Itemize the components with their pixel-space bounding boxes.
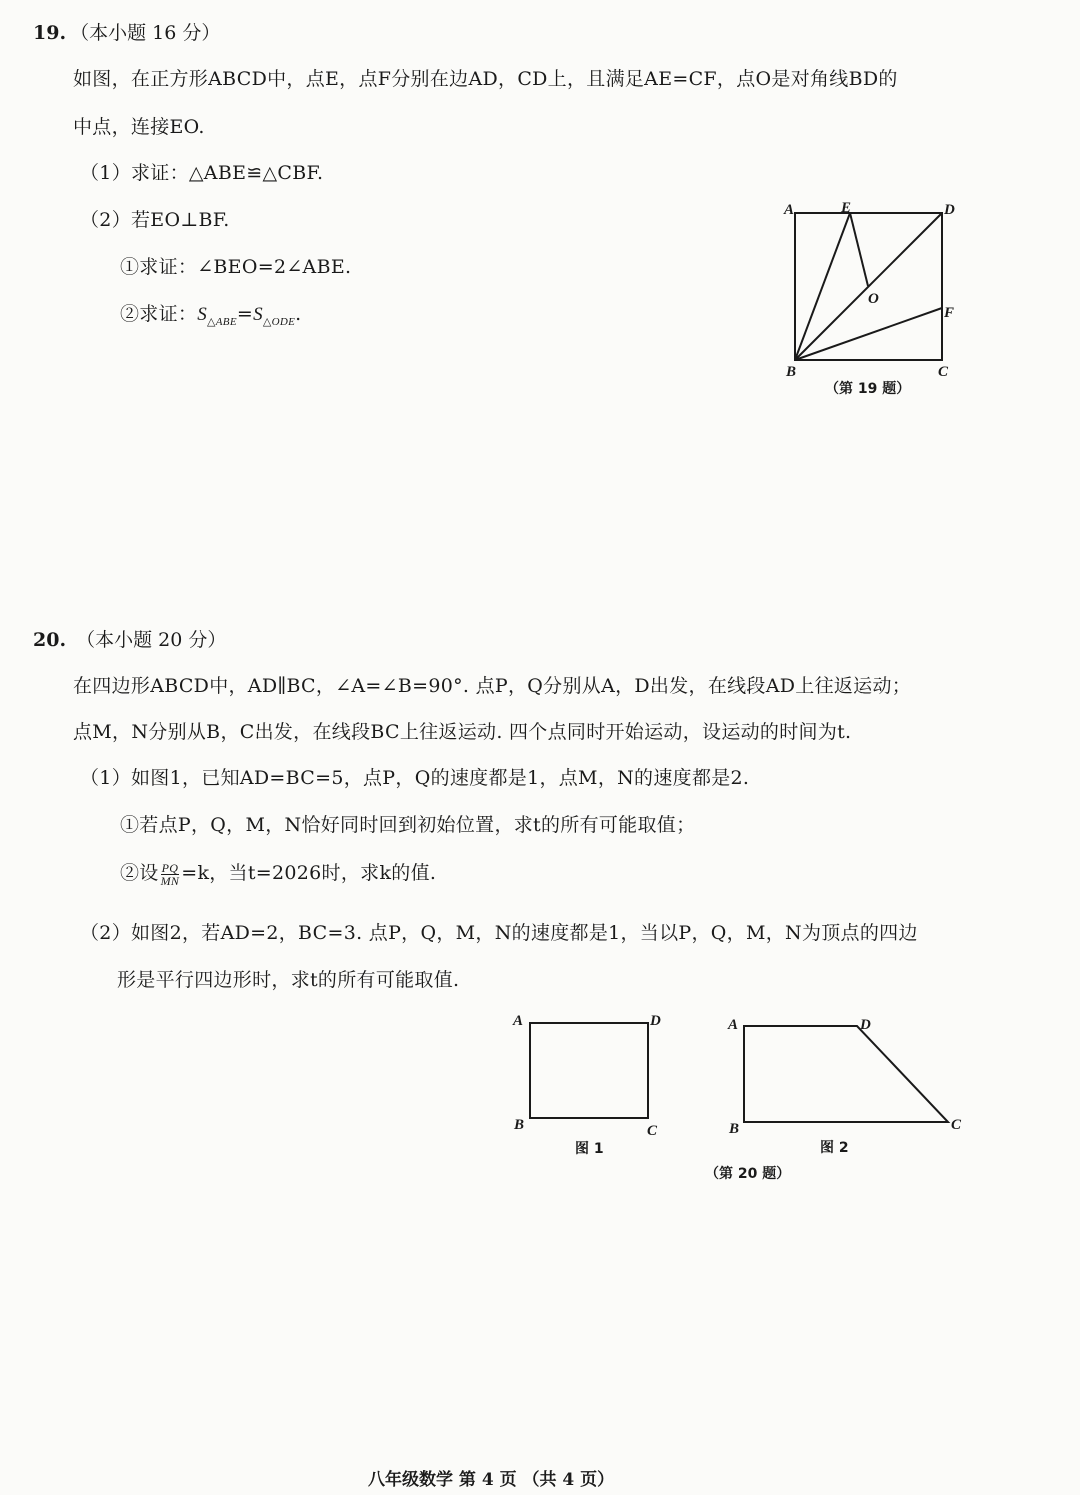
figure-20-1 bbox=[505, 1005, 675, 1160]
q19-sub2-sub2: △ODE bbox=[262, 315, 296, 328]
q19-header bbox=[33, 18, 220, 45]
q20-stem-line2: 点M，N分别从B，C出发，在线段BC上往返运动. 四个点同时开始运动，设运动的时间为t. bbox=[73, 721, 852, 743]
fig20-2-trapezoid bbox=[744, 1026, 948, 1122]
q19-sub2-end: . bbox=[295, 303, 302, 325]
q20-header bbox=[33, 625, 226, 652]
fig19-diagonal-bd bbox=[795, 213, 942, 360]
fig19-segment-be bbox=[795, 213, 850, 360]
fig19-caption: （第 19 题） bbox=[825, 381, 911, 397]
q20-part2-line2: 形是平行四边形时，求t的所有可能取值. bbox=[117, 969, 460, 991]
fig20-1-label-c: C bbox=[647, 1123, 658, 1139]
q19-stem-line2: 中点，连接EO. bbox=[73, 116, 205, 138]
fig19-label-f: F bbox=[944, 305, 955, 321]
q20-part1: （1）如图1，已知AD=BC=5，点P，Q的速度都是1，点M，N的速度都是2. bbox=[80, 767, 750, 789]
q20-part2-line1: （2）如图2，若AD=2，BC=3. 点P，Q，M，N的速度都是1，当以P，Q，M，N为顶点的四边 bbox=[80, 922, 918, 944]
q20-number: 20. bbox=[33, 629, 67, 651]
fig19-label-d: D bbox=[944, 202, 955, 218]
fig20-2-label-b: B bbox=[729, 1121, 740, 1137]
fig19-segment-eo bbox=[850, 213, 868, 286]
q19-part1: （1）求证：△ABE≌△CBF. bbox=[80, 162, 324, 184]
fig20-1-label-b: B bbox=[514, 1117, 525, 1133]
fig20-2-caption: 图 2 bbox=[820, 1140, 849, 1156]
q20-fraction-den: MN bbox=[160, 873, 180, 888]
q20-fraction-num: PQ bbox=[161, 860, 179, 875]
fig20-1-caption: 图 1 bbox=[575, 1141, 604, 1157]
q19-number: 19. bbox=[33, 22, 67, 44]
q20-part1-sub2 bbox=[120, 858, 436, 887]
fig20-2-label-c: C bbox=[951, 1117, 962, 1133]
fig19-label-e: E bbox=[841, 200, 852, 216]
fig19-label-a: A bbox=[784, 202, 795, 218]
q20-stem-line1: 在四边形ABCD中，AD∥BC，∠A=∠B=90°. 点P，Q分别从A，D出发，在线段AD上往返运动； bbox=[73, 675, 912, 697]
q19-sub2-prefix: ②求证： bbox=[120, 303, 198, 325]
fig20-1-label-d: D bbox=[650, 1013, 661, 1029]
q19-part2-sub2 bbox=[120, 299, 302, 328]
q20-score: （本小题 20 分） bbox=[76, 629, 227, 651]
q19-sub2-s2: S bbox=[253, 304, 263, 325]
q19-part2: （2）若EO⊥BF. bbox=[80, 209, 230, 231]
fig20-2-label-a: A bbox=[728, 1017, 739, 1033]
page-footer: 八年级数学 第 4 页 （共 4 页） bbox=[368, 1470, 615, 1490]
figure-19 bbox=[770, 190, 970, 405]
q19-score: （本小题 16 分） bbox=[70, 22, 221, 44]
fig20-caption: （第 20 题） bbox=[705, 1166, 791, 1182]
figure-20-2 bbox=[720, 1005, 980, 1160]
fig19-label-b: B bbox=[786, 364, 797, 380]
q20-sub2-suffix: =k，当t=2026时，求k的值. bbox=[181, 862, 437, 884]
fig19-label-c: C bbox=[938, 364, 949, 380]
fig19-segment-bf bbox=[795, 308, 942, 360]
q19-stem-line1: 如图，在正方形ABCD中，点E，点F分别在边AD，CD上，且满足AE=CF，点O是对角线BD的 bbox=[73, 68, 898, 90]
fig20-1-label-a: A bbox=[513, 1013, 524, 1029]
q20-fraction bbox=[161, 862, 180, 887]
q19-sub2-sub1: △ABE bbox=[207, 315, 237, 328]
fig20-1-rectangle bbox=[530, 1023, 648, 1118]
q20-sub2-prefix: ②设 bbox=[120, 862, 159, 884]
fig20-2-label-d: D bbox=[860, 1017, 871, 1033]
q19-sub2-s1: S bbox=[197, 304, 208, 325]
q19-part2-sub1: ①求证：∠BEO=2∠ABE. bbox=[120, 256, 352, 278]
q20-part1-sub1: ①若点P，Q，M，N恰好同时回到初始位置，求t的所有可能取值； bbox=[120, 814, 696, 836]
fig19-label-o: O bbox=[868, 291, 879, 307]
q19-sub2-eq: = bbox=[236, 303, 254, 325]
